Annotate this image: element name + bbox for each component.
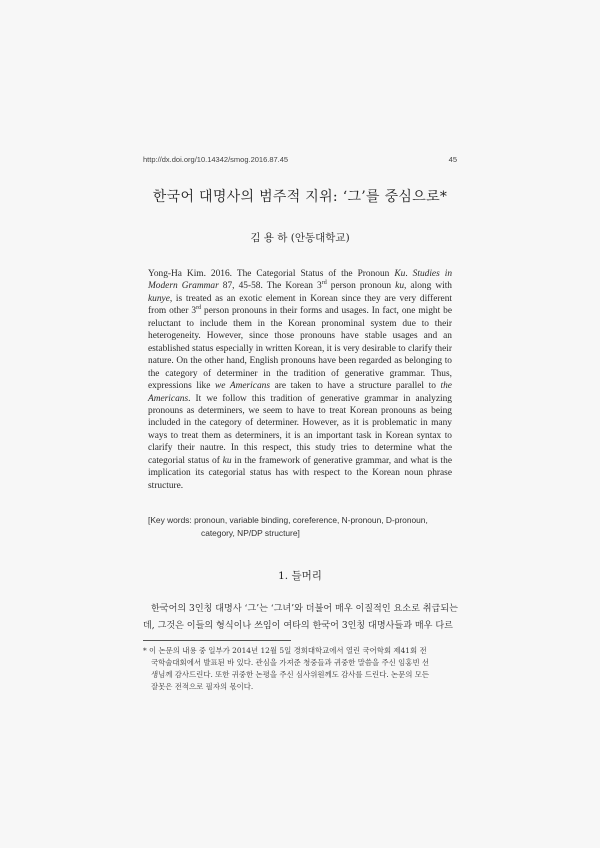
abstract-term: Ku: [394, 269, 406, 279]
abstract-term: ku: [222, 455, 232, 466]
abstract-text: , is treated as an exotic element in Korean since they are very different from other 3: [148, 293, 452, 317]
abstract-text: in the framework of generative grammar, and what is the implication its categorial status has with respect to the Korean noun phrase structure.: [148, 455, 452, 491]
author-affiliation: 김 용 하 (안동대학교): [250, 232, 350, 244]
paper-title: 한국어 대명사의 범주적 지위: ‘그’를 중심으로*: [152, 189, 448, 205]
abstract-text: , along with: [404, 281, 452, 292]
abstract-term: ku: [395, 281, 405, 292]
superscript: rd: [196, 305, 202, 312]
abstract-text: 87, 45-58. The Korean 3: [218, 281, 322, 292]
footnote-line: 국학술대회에서 발표된 바 있다. 관심을 가져준 청중들과 귀중한 말씀을 주신 임홍빈 선: [151, 658, 430, 667]
keywords: [148, 514, 458, 540]
footnote-line: * 이 논문의 내용 중 일부가 2014년 12월 5일 경희대학교에서 열린 국어학회 제41회 전: [143, 646, 427, 655]
abstract-term: kunye: [148, 293, 170, 304]
section-heading: 1. 들머리: [278, 570, 322, 582]
abstract-text: . It we follow this tradition of generative grammar in analyzing pronouns as determiners, we seem to have to treat Korean pronouns as being included in the category of determiner. However, as it is problematic in many ways to treat them as determiners, it is an important task in Korean syntax to clarify their nautre. In this respect, this study tries to determine what the categorial status of: [148, 393, 452, 466]
abstract-text: person pronoun: [326, 281, 396, 292]
keywords-line: category, NP/DP structure]: [201, 528, 300, 538]
body-line: 한국어의 3인칭 대명사 ‘그’는 ‘그녀’와 더불어 매우 이질적인 요소로 취급되는: [151, 604, 458, 614]
abstract-text: person pronouns in their forms and usages. In fact, one might be reluctant to include them in the Korean pronominal system due to their heterogeneity. However, since those pronouns have stable usages and an established status especially in written Korean, it is very desirable to clarify their nature. On the other hand, English pronouns have been regarded as belonging to the category of determiner in the tradition of generative grammar. Thus, expressions like: [148, 306, 452, 392]
body-line: 데, 그것은 이들의 형식이나 쓰임이 여타의 한국어 3인칭 대명사들과 매우 다르: [143, 621, 453, 631]
footnote: [143, 645, 457, 693]
footnote-divider: [143, 640, 291, 641]
keywords-line: [Key words: pronoun, variable binding, coreference, N-pronoun, D-pronoun,: [148, 515, 428, 525]
footnote-line: 생님께 감사드린다. 또한 귀중한 논평을 주신 심사위원께도 감사를 드린다. 논문의 모든: [151, 670, 430, 679]
abstract-text: .: [405, 269, 413, 279]
abstract-term: the Americans: [148, 381, 452, 404]
doi-link[interactable]: http://dx.doi.org/10.14342/smog.2016.87.45: [143, 155, 289, 164]
abstract-text: are taken to have a structure parallel to: [269, 381, 441, 392]
footnote-line: 잘못은 전적으로 필자의 몫이다.: [151, 682, 254, 691]
abstract-term: we Americans: [215, 381, 270, 392]
superscript: rd: [321, 280, 327, 287]
abstract: [148, 268, 452, 492]
body-text: [143, 601, 457, 635]
abstract-text: Yong-Ha Kim. 2016. The Categorial Status of the Pronoun: [148, 269, 395, 279]
journal-name: Studies in Modern Grammar: [148, 269, 453, 292]
page-number: 45: [448, 155, 457, 164]
